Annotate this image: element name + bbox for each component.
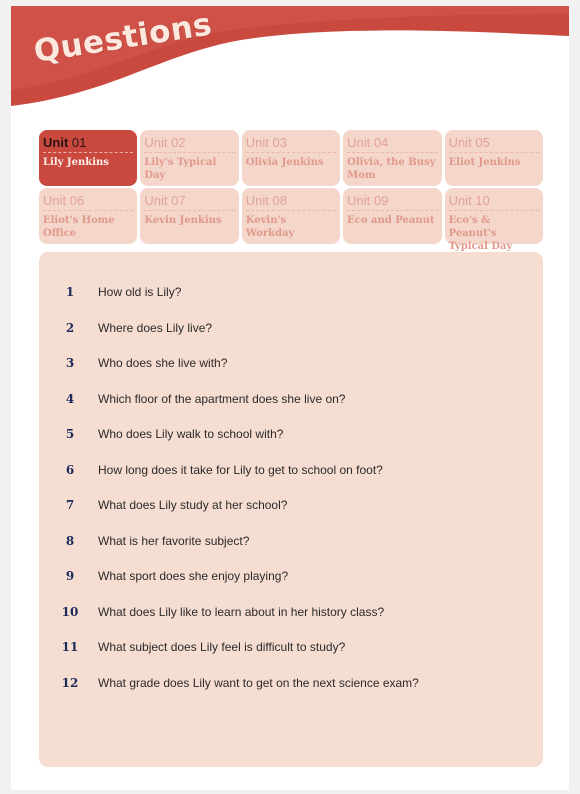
unit-tab-label: Unit 02 xyxy=(144,135,234,153)
question-item xyxy=(39,321,543,357)
question-text: What does Lily like to learn about in her history class? xyxy=(98,604,385,619)
question-number: 1 xyxy=(65,285,75,299)
unit-tab-label: Unit 04 xyxy=(347,135,437,153)
unit-tab-name: Eliot Jenkins xyxy=(448,157,521,168)
unit-tab-name: Olivia, the Busy Mom xyxy=(347,157,436,181)
unit-tab-name: Eco and Peanut xyxy=(347,215,435,226)
question-number: 9 xyxy=(65,569,75,583)
unit-tab-label: Unit 09 xyxy=(347,193,437,211)
question-item xyxy=(39,569,543,605)
question-text: What is her favorite subject? xyxy=(98,533,250,548)
question-list xyxy=(39,285,543,711)
unit-tab-name: Kevin Jenkins xyxy=(144,215,222,226)
question-number: 10 xyxy=(61,604,79,619)
question-item xyxy=(39,534,543,570)
question-item xyxy=(39,605,543,641)
unit-tab-name: Eco's & Peanut's Typical Day xyxy=(448,215,513,252)
unit-tab-01[interactable] xyxy=(39,130,137,186)
unit-tab-label: Unit 10 xyxy=(449,193,539,211)
question-text: What sport does she enjoy playing? xyxy=(98,569,289,583)
unit-tab-label: Unit 05 xyxy=(449,135,539,153)
unit-tab-07[interactable] xyxy=(140,188,238,244)
unit-tab-name: Kevin's Workday xyxy=(245,215,295,239)
question-number: 2 xyxy=(65,320,75,335)
unit-tabs xyxy=(39,130,543,252)
unit-tab-label: Unit 01 xyxy=(43,135,133,153)
question-number: 5 xyxy=(65,427,75,441)
unit-tab-10[interactable] xyxy=(445,188,543,252)
question-number: 4 xyxy=(65,391,75,406)
unit-tab-label: Unit 08 xyxy=(246,193,336,211)
question-text: How old is Lily? xyxy=(98,285,182,299)
question-item xyxy=(39,356,543,392)
unit-tab-06[interactable] xyxy=(39,188,137,244)
question-item xyxy=(39,640,543,676)
question-number: 7 xyxy=(65,498,75,512)
unit-tab-label: Unit 06 xyxy=(43,193,133,211)
question-text: Who does she live with? xyxy=(98,356,228,370)
question-text: Which floor of the apartment does she live on? xyxy=(98,391,346,406)
question-number: 12 xyxy=(61,675,79,690)
unit-tab-09[interactable] xyxy=(343,188,441,244)
question-text: What subject does Lily feel is difficult to study? xyxy=(98,640,346,654)
unit-tab-02[interactable] xyxy=(140,130,238,186)
unit-tab-name: Lily Jenkins xyxy=(43,157,109,168)
unit-tab-04[interactable] xyxy=(343,130,441,186)
unit-tab-name: Olivia Jenkins xyxy=(245,157,324,168)
question-item xyxy=(39,427,543,463)
unit-tab-name: Eliot's Home Office xyxy=(43,215,115,239)
question-item xyxy=(39,676,543,712)
question-text: How long does it take for Lily to get to school on foot? xyxy=(98,462,383,477)
unit-tab-name: Lily's Typical Day xyxy=(144,157,217,181)
unit-tab-label: Unit 07 xyxy=(144,193,234,211)
question-text: Who does Lily walk to school with? xyxy=(98,427,284,441)
question-text: Where does Lily live? xyxy=(98,320,213,335)
question-number: 6 xyxy=(65,462,75,477)
question-number: 3 xyxy=(65,356,75,370)
question-text: What does Lily study at her school? xyxy=(98,498,288,512)
unit-tab-03[interactable] xyxy=(242,130,340,186)
questions-panel xyxy=(39,252,543,767)
unit-tab-05[interactable] xyxy=(445,130,543,186)
question-number: 11 xyxy=(61,640,79,654)
page-title: Questions xyxy=(31,6,215,71)
unit-tab-08[interactable] xyxy=(242,188,340,244)
question-item xyxy=(39,463,543,499)
question-text: What grade does Lily want to get on the next science exam? xyxy=(98,675,419,690)
question-number: 8 xyxy=(65,533,75,548)
worksheet-page xyxy=(11,6,569,790)
question-item xyxy=(39,392,543,428)
question-item xyxy=(39,285,543,321)
question-item xyxy=(39,498,543,534)
unit-tab-label: Unit 03 xyxy=(246,135,336,153)
